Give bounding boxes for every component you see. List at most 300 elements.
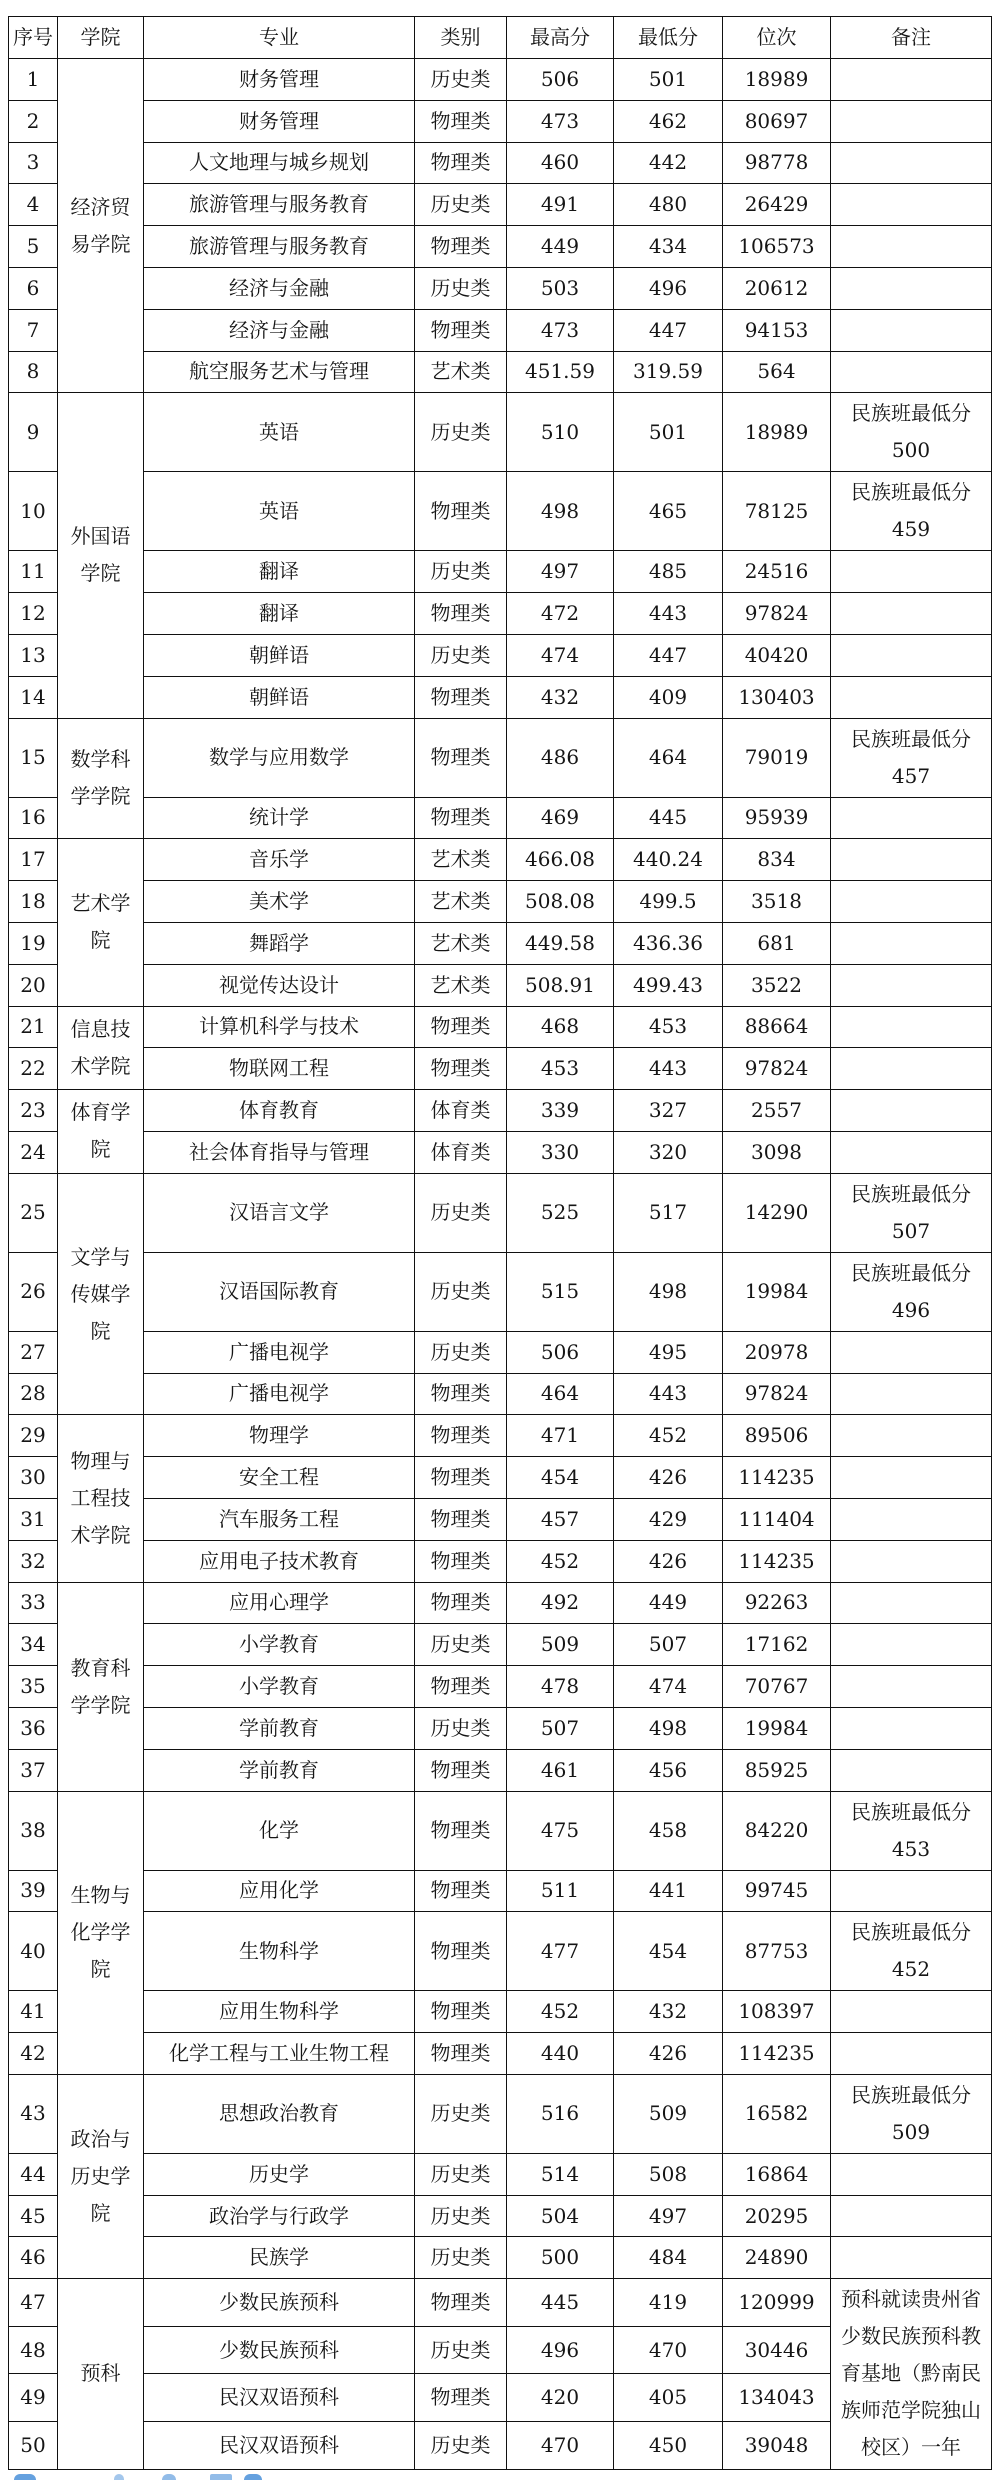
min-score-cell: 458 <box>614 1791 723 1870</box>
seq-cell: 5 <box>9 226 58 268</box>
min-score-cell: 484 <box>614 2237 723 2279</box>
remark-cell <box>831 226 992 268</box>
header-rank: 位次 <box>723 17 831 59</box>
major-cell: 汽车服务工程 <box>144 1498 415 1540</box>
table-row <box>9 1991 992 2033</box>
college-name-line: 政治与 <box>70 2127 131 2152</box>
seq-cell: 30 <box>9 1457 58 1499</box>
remark-cell <box>831 142 992 184</box>
college-cell <box>58 1090 144 1174</box>
major-cell: 化学 <box>144 1791 415 1870</box>
min-score-cell: 496 <box>614 267 723 309</box>
min-score-cell: 452 <box>614 1415 723 1457</box>
max-score-cell: 470 <box>507 2422 614 2470</box>
max-score-cell: 516 <box>507 2074 614 2153</box>
category-cell: 物理类 <box>415 100 507 142</box>
rank-cell: 111404 <box>723 1498 831 1540</box>
rank-cell: 114235 <box>723 1540 831 1582</box>
major-cell: 朝鲜语 <box>144 634 415 676</box>
rank-cell: 92263 <box>723 1582 831 1624</box>
seq-cell: 17 <box>9 839 58 881</box>
table-row <box>9 964 992 1006</box>
category-cell: 物理类 <box>415 2033 507 2075</box>
major-cell: 思想政治教育 <box>144 2074 415 2153</box>
college-name-line: 化学学 <box>70 1920 131 1945</box>
college-cell <box>58 1006 144 1090</box>
remark-cell <box>831 2237 992 2279</box>
min-score-cell: 470 <box>614 2326 723 2374</box>
remark-cell: 民族班最低分452 <box>831 1912 992 1991</box>
rank-cell: 17162 <box>723 1624 831 1666</box>
remark-cell <box>831 1373 992 1415</box>
category-cell: 历史类 <box>415 1624 507 1666</box>
max-score-cell: 504 <box>507 2195 614 2237</box>
remark-cell <box>831 59 992 101</box>
rank-cell: 20978 <box>723 1331 831 1373</box>
college-cell <box>58 393 144 718</box>
min-score-cell: 436.36 <box>614 922 723 964</box>
rank-cell: 95939 <box>723 797 831 839</box>
college-cell <box>58 1415 144 1582</box>
seq-cell: 41 <box>9 1991 58 2033</box>
max-score-cell: 506 <box>507 1331 614 1373</box>
min-score-cell: 426 <box>614 1457 723 1499</box>
major-cell: 学前教育 <box>144 1707 415 1749</box>
seq-cell: 27 <box>9 1331 58 1373</box>
seq-cell: 33 <box>9 1582 58 1624</box>
seq-cell: 19 <box>9 922 58 964</box>
min-score-cell: 441 <box>614 1870 723 1912</box>
major-cell: 英语 <box>144 393 415 472</box>
college-name-line: 工程技 <box>70 1485 131 1510</box>
max-score-cell: 468 <box>507 1006 614 1048</box>
table-row <box>9 1498 992 1540</box>
seq-cell: 14 <box>9 676 58 718</box>
max-score-cell: 466.08 <box>507 839 614 881</box>
max-score-cell: 451.59 <box>507 351 614 393</box>
max-score-cell: 508.91 <box>507 964 614 1006</box>
table-row <box>9 2033 992 2075</box>
min-score-cell: 429 <box>614 1498 723 1540</box>
seq-cell: 12 <box>9 593 58 635</box>
max-score-cell: 477 <box>507 1912 614 1991</box>
seq-cell: 16 <box>9 797 58 839</box>
seq-cell: 43 <box>9 2074 58 2153</box>
rank-cell: 88664 <box>723 1006 831 1048</box>
table-body <box>9 59 992 2470</box>
college-name-line: 数学科 <box>70 747 131 772</box>
table-row <box>9 393 992 472</box>
table-row <box>9 839 992 881</box>
table-row <box>9 1457 992 1499</box>
max-score-cell: 339 <box>507 1090 614 1132</box>
major-cell: 社会体育指导与管理 <box>144 1131 415 1173</box>
rank-cell: 114235 <box>723 2033 831 2075</box>
rank-cell: 834 <box>723 839 831 881</box>
rank-cell: 20612 <box>723 267 831 309</box>
remark-cell <box>831 634 992 676</box>
remark-cell <box>831 351 992 393</box>
seq-cell: 35 <box>9 1666 58 1708</box>
remark-cell: 民族班最低分453 <box>831 1791 992 1870</box>
rank-cell: 681 <box>723 922 831 964</box>
min-score-cell: 499.43 <box>614 964 723 1006</box>
min-score-cell: 449 <box>614 1582 723 1624</box>
major-cell: 翻译 <box>144 551 415 593</box>
seq-cell: 21 <box>9 1006 58 1048</box>
table-row <box>9 1624 992 1666</box>
college-cell <box>58 1582 144 1791</box>
header-row <box>9 17 992 59</box>
rank-cell: 84220 <box>723 1791 831 1870</box>
min-score-cell: 432 <box>614 1991 723 2033</box>
seq-cell: 4 <box>9 184 58 226</box>
college-name-line: 体育学 <box>70 1100 131 1125</box>
max-score-cell: 330 <box>507 1131 614 1173</box>
seq-cell: 32 <box>9 1540 58 1582</box>
max-score-cell: 452 <box>507 1540 614 1582</box>
major-cell: 民汉双语预科 <box>144 2422 415 2470</box>
rank-cell: 97824 <box>723 1373 831 1415</box>
college-name-line: 艺术学 <box>70 891 131 916</box>
seq-cell: 8 <box>9 351 58 393</box>
rank-cell: 97824 <box>723 1048 831 1090</box>
table-row <box>9 593 992 635</box>
category-cell: 物理类 <box>415 472 507 551</box>
max-score-cell: 473 <box>507 100 614 142</box>
category-cell: 物理类 <box>415 142 507 184</box>
category-cell: 历史类 <box>415 59 507 101</box>
min-score-cell: 517 <box>614 1173 723 1252</box>
table-row <box>9 2237 992 2279</box>
remark-cell <box>831 2153 992 2195</box>
rank-cell: 16582 <box>723 2074 831 2153</box>
seq-cell: 20 <box>9 964 58 1006</box>
max-score-cell: 509 <box>507 1624 614 1666</box>
min-score-cell: 474 <box>614 1666 723 1708</box>
remark-cell <box>831 1666 992 1708</box>
major-cell: 舞蹈学 <box>144 922 415 964</box>
category-cell: 艺术类 <box>415 922 507 964</box>
table-row <box>9 267 992 309</box>
table-row <box>9 1173 992 1252</box>
seq-cell: 37 <box>9 1749 58 1791</box>
college-name-line: 预科 <box>80 2361 121 2386</box>
remark-cell <box>831 676 992 718</box>
college-name-line: 经济贸 <box>70 194 131 219</box>
major-cell: 物联网工程 <box>144 1048 415 1090</box>
category-cell: 物理类 <box>415 1582 507 1624</box>
remark-cell <box>831 1131 992 1173</box>
major-cell: 经济与金融 <box>144 267 415 309</box>
table-row <box>9 881 992 923</box>
major-cell: 应用心理学 <box>144 1582 415 1624</box>
rank-cell: 564 <box>723 351 831 393</box>
max-score-cell: 486 <box>507 718 614 797</box>
min-score-cell: 443 <box>614 593 723 635</box>
table-row <box>9 1870 992 1912</box>
college-name-line: 院 <box>90 1318 111 1343</box>
rank-cell: 19984 <box>723 1252 831 1331</box>
category-cell: 历史类 <box>415 393 507 472</box>
partial-icon <box>14 2474 36 2480</box>
min-score-cell: 495 <box>614 1331 723 1373</box>
college-cell <box>58 2074 144 2278</box>
max-score-cell: 497 <box>507 551 614 593</box>
max-score-cell: 461 <box>507 1749 614 1791</box>
min-score-cell: 499.5 <box>614 881 723 923</box>
min-score-cell: 447 <box>614 634 723 676</box>
table-row <box>9 1090 992 1132</box>
college-name-line: 生物与 <box>70 1883 131 1908</box>
table-row <box>9 2074 992 2153</box>
partial-icon <box>210 2474 232 2480</box>
table-row <box>9 1373 992 1415</box>
rank-cell: 97824 <box>723 593 831 635</box>
remark-cell: 民族班最低分509 <box>831 2074 992 2153</box>
remark-cell <box>831 2033 992 2075</box>
major-cell: 朝鲜语 <box>144 676 415 718</box>
header-remark: 备注 <box>831 17 992 59</box>
seq-cell: 34 <box>9 1624 58 1666</box>
major-cell: 视觉传达设计 <box>144 964 415 1006</box>
major-cell: 汉语言文学 <box>144 1173 415 1252</box>
min-score-cell: 464 <box>614 718 723 797</box>
rank-cell: 20295 <box>723 2195 831 2237</box>
min-score-cell: 485 <box>614 551 723 593</box>
min-score-cell: 508 <box>614 2153 723 2195</box>
category-cell: 物理类 <box>415 593 507 635</box>
min-score-cell: 507 <box>614 1624 723 1666</box>
max-score-cell: 474 <box>507 634 614 676</box>
major-cell: 安全工程 <box>144 1457 415 1499</box>
category-cell: 艺术类 <box>415 351 507 393</box>
college-cell <box>58 1173 144 1415</box>
rank-cell: 99745 <box>723 1870 831 1912</box>
min-score-cell: 501 <box>614 59 723 101</box>
table-row <box>9 551 992 593</box>
college-name-line: 院 <box>90 1957 111 1982</box>
min-score-cell: 405 <box>614 2374 723 2422</box>
remark-cell <box>831 964 992 1006</box>
major-cell: 历史学 <box>144 2153 415 2195</box>
rank-cell: 3522 <box>723 964 831 1006</box>
rank-cell: 39048 <box>723 2422 831 2470</box>
seq-cell: 48 <box>9 2326 58 2374</box>
seq-cell: 22 <box>9 1048 58 1090</box>
table-row <box>9 1707 992 1749</box>
seq-cell: 38 <box>9 1791 58 1870</box>
seq-cell: 49 <box>9 2374 58 2422</box>
remark-cell <box>831 551 992 593</box>
seq-cell: 11 <box>9 551 58 593</box>
rank-cell: 108397 <box>723 1991 831 2033</box>
rank-cell: 114235 <box>723 1457 831 1499</box>
max-score-cell: 449 <box>507 226 614 268</box>
min-score-cell: 498 <box>614 1252 723 1331</box>
major-cell: 少数民族预科 <box>144 2326 415 2374</box>
category-cell: 历史类 <box>415 2237 507 2279</box>
table-row <box>9 100 992 142</box>
category-cell: 物理类 <box>415 2279 507 2327</box>
max-score-cell: 473 <box>507 309 614 351</box>
header-seq: 序号 <box>9 17 58 59</box>
category-cell: 物理类 <box>415 1498 507 1540</box>
max-score-cell: 525 <box>507 1173 614 1252</box>
college-name-line: 信息技 <box>70 1016 131 1041</box>
college-cell <box>58 718 144 839</box>
college-name-line: 院 <box>90 2201 111 2226</box>
max-score-cell: 506 <box>507 59 614 101</box>
seq-cell: 2 <box>9 100 58 142</box>
partial-icon <box>244 2474 262 2480</box>
remark-cell <box>831 1415 992 1457</box>
rank-cell: 26429 <box>723 184 831 226</box>
seq-cell: 3 <box>9 142 58 184</box>
seq-cell: 40 <box>9 1912 58 1991</box>
max-score-cell: 457 <box>507 1498 614 1540</box>
major-cell: 旅游管理与服务教育 <box>144 184 415 226</box>
remark-cell <box>831 1582 992 1624</box>
remark-cell <box>831 100 992 142</box>
max-score-cell: 420 <box>507 2374 614 2422</box>
remark-cell <box>831 1991 992 2033</box>
major-cell: 财务管理 <box>144 100 415 142</box>
major-cell: 美术学 <box>144 881 415 923</box>
remark-cell <box>831 839 992 881</box>
table-row <box>9 472 992 551</box>
seq-cell: 13 <box>9 634 58 676</box>
seq-cell: 7 <box>9 309 58 351</box>
min-score-cell: 453 <box>614 1006 723 1048</box>
max-score-cell: 500 <box>507 2237 614 2279</box>
category-cell: 历史类 <box>415 634 507 676</box>
seq-cell: 1 <box>9 59 58 101</box>
seq-cell: 10 <box>9 472 58 551</box>
category-cell: 物理类 <box>415 1870 507 1912</box>
min-score-cell: 440.24 <box>614 839 723 881</box>
table-row <box>9 2153 992 2195</box>
min-score-cell: 497 <box>614 2195 723 2237</box>
rank-cell: 14290 <box>723 1173 831 1252</box>
major-cell: 体育教育 <box>144 1090 415 1132</box>
remark-cell <box>831 1006 992 1048</box>
category-cell: 物理类 <box>415 1540 507 1582</box>
table-row <box>9 59 992 101</box>
table-row <box>9 2279 992 2327</box>
major-cell: 旅游管理与服务教育 <box>144 226 415 268</box>
table-row <box>9 351 992 393</box>
seq-cell: 18 <box>9 881 58 923</box>
remark-cell <box>831 1090 992 1132</box>
rank-cell: 70767 <box>723 1666 831 1708</box>
category-cell: 物理类 <box>415 226 507 268</box>
rank-cell: 3518 <box>723 881 831 923</box>
rank-cell: 18989 <box>723 59 831 101</box>
seq-cell: 6 <box>9 267 58 309</box>
major-cell: 应用生物科学 <box>144 1991 415 2033</box>
remark-cell <box>831 1749 992 1791</box>
college-cell <box>58 1791 144 2074</box>
min-score-cell: 442 <box>614 142 723 184</box>
table-row <box>9 184 992 226</box>
college-name-line: 外国语 <box>70 524 131 549</box>
max-score-cell: 496 <box>507 2326 614 2374</box>
partial-icon <box>114 2474 124 2480</box>
max-score-cell: 432 <box>507 676 614 718</box>
seq-cell: 47 <box>9 2279 58 2327</box>
college-name-line: 学学院 <box>70 784 131 809</box>
college-name-line: 院 <box>90 928 111 953</box>
max-score-cell: 508.08 <box>507 881 614 923</box>
remark-cell <box>831 1048 992 1090</box>
seq-cell: 26 <box>9 1252 58 1331</box>
min-score-cell: 426 <box>614 2033 723 2075</box>
max-score-cell: 460 <box>507 142 614 184</box>
seq-cell: 29 <box>9 1415 58 1457</box>
college-cell <box>58 59 144 393</box>
category-cell: 历史类 <box>415 1252 507 1331</box>
remark-cell: 民族班最低分457 <box>831 718 992 797</box>
rank-cell: 130403 <box>723 676 831 718</box>
min-score-cell: 409 <box>614 676 723 718</box>
max-score-cell: 440 <box>507 2033 614 2075</box>
category-cell: 体育类 <box>415 1090 507 1132</box>
remark-cell-preparatory: 预科就读贵州省少数民族预科教育基地（黔南民族师范学院独山校区）一年 <box>831 2279 992 2469</box>
major-cell: 统计学 <box>144 797 415 839</box>
table-row <box>9 676 992 718</box>
rank-cell: 94153 <box>723 309 831 351</box>
college-cell <box>58 2279 144 2469</box>
category-cell: 历史类 <box>415 2153 507 2195</box>
table-row <box>9 1912 992 1991</box>
max-score-cell: 503 <box>507 267 614 309</box>
remark-cell <box>831 184 992 226</box>
category-cell: 艺术类 <box>415 964 507 1006</box>
category-cell: 历史类 <box>415 2195 507 2237</box>
remark-cell <box>831 1498 992 1540</box>
min-score-cell: 501 <box>614 393 723 472</box>
max-score-cell: 472 <box>507 593 614 635</box>
min-score-cell: 509 <box>614 2074 723 2153</box>
min-score-cell: 320 <box>614 1131 723 1173</box>
category-cell: 物理类 <box>415 1006 507 1048</box>
category-cell: 历史类 <box>415 1331 507 1373</box>
remark-cell <box>831 1624 992 1666</box>
category-cell: 物理类 <box>415 1991 507 2033</box>
table-row <box>9 1749 992 1791</box>
remark-cell: 民族班最低分459 <box>831 472 992 551</box>
max-score-cell: 514 <box>507 2153 614 2195</box>
max-score-cell: 469 <box>507 797 614 839</box>
table-row <box>9 1415 992 1457</box>
remark-cell <box>831 309 992 351</box>
seq-cell: 45 <box>9 2195 58 2237</box>
remark-cell <box>831 1707 992 1749</box>
table-row <box>9 309 992 351</box>
category-cell: 物理类 <box>415 309 507 351</box>
category-cell: 物理类 <box>415 1666 507 1708</box>
min-score-cell: 434 <box>614 226 723 268</box>
major-cell: 人文地理与城乡规划 <box>144 142 415 184</box>
major-cell: 民汉双语预科 <box>144 2374 415 2422</box>
seq-cell: 24 <box>9 1131 58 1173</box>
seq-cell: 39 <box>9 1870 58 1912</box>
rank-cell: 24890 <box>723 2237 831 2279</box>
major-cell: 物理学 <box>144 1415 415 1457</box>
admission-scores-table <box>8 16 992 2470</box>
table-row <box>9 1791 992 1870</box>
